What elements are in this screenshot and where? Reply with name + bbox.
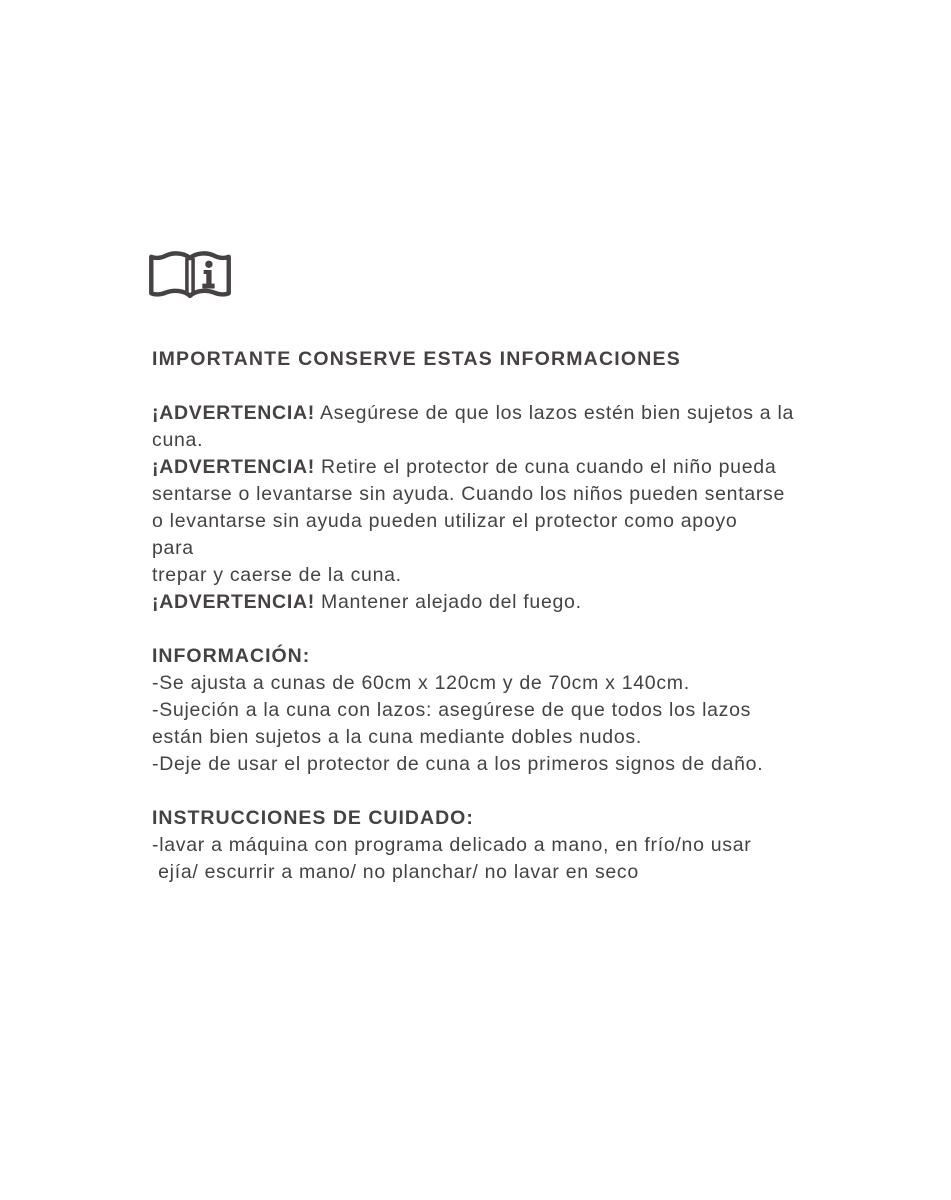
text-segment: -Se ajusta a cunas de 60cm x 120cm y de 70cm x 140cm. (152, 672, 690, 694)
text-line (152, 508, 852, 535)
section-information (152, 643, 852, 778)
text-line (152, 535, 852, 562)
text-segment: Asegúrese de que los lazos estén bien sujetos a la (314, 402, 795, 424)
open-instruction-booklet-icon (146, 250, 852, 310)
section-title-information: INFORMACIÓN: (152, 645, 311, 667)
text-line (152, 562, 852, 589)
information-lines (152, 670, 852, 778)
page-title: IMPORTANTE CONSERVE ESTAS INFORMACIONES (152, 348, 681, 370)
text-line (152, 427, 852, 454)
text-segment: están bien sujetos a la cuna mediante dobles nudos. (152, 726, 642, 748)
text-segment: cuna. (152, 429, 204, 451)
text-segment: para (152, 537, 194, 559)
text-segment: Retire el protector de cuna cuando el niño pueda (314, 456, 777, 478)
text-line (152, 859, 852, 886)
text-line (152, 454, 852, 481)
text-line (152, 751, 852, 778)
text-segment: -Sujeción a la cuna con lazos: asegúrese de que todos los lazos (152, 699, 752, 721)
text-line (152, 400, 852, 427)
warnings-lines (152, 400, 852, 616)
text-line (152, 481, 852, 508)
text-segment: -Deje de usar el protector de cuna a los primeros signos de daño. (152, 753, 764, 775)
text-segment: o levantarse sin ayuda pueden utilizar el protector como apoyo (152, 510, 738, 532)
text-segment: trepar y caerse de la cuna. (152, 564, 402, 586)
section-care-instructions (152, 805, 852, 886)
warning-keyword: ¡ADVERTENCIA! (152, 456, 315, 478)
text-segment: Mantener alejado del fuego. (314, 591, 582, 613)
warning-keyword: ¡ADVERTENCIA! (152, 402, 315, 424)
text-line (152, 670, 852, 697)
warning-keyword: ¡ADVERTENCIA! (152, 591, 315, 613)
text-line (152, 724, 852, 751)
text-segment: -lavar a máquina con programa delicado a mano, en frío/no usar (152, 834, 752, 856)
section-warnings (152, 400, 852, 616)
text-segment: ejía/ escurrir a mano/ no planchar/ no lavar en seco (152, 861, 639, 883)
text-line (152, 589, 852, 616)
care-instructions-lines (152, 832, 852, 886)
text-line (152, 697, 852, 724)
section-title-care-instructions: INSTRUCCIONES DE CUIDADO: (152, 807, 474, 829)
text-line (152, 832, 852, 859)
text-segment: sentarse o levantarse sin ayuda. Cuando los niños pueden sentarse (152, 483, 786, 505)
care-label-document (152, 250, 852, 886)
